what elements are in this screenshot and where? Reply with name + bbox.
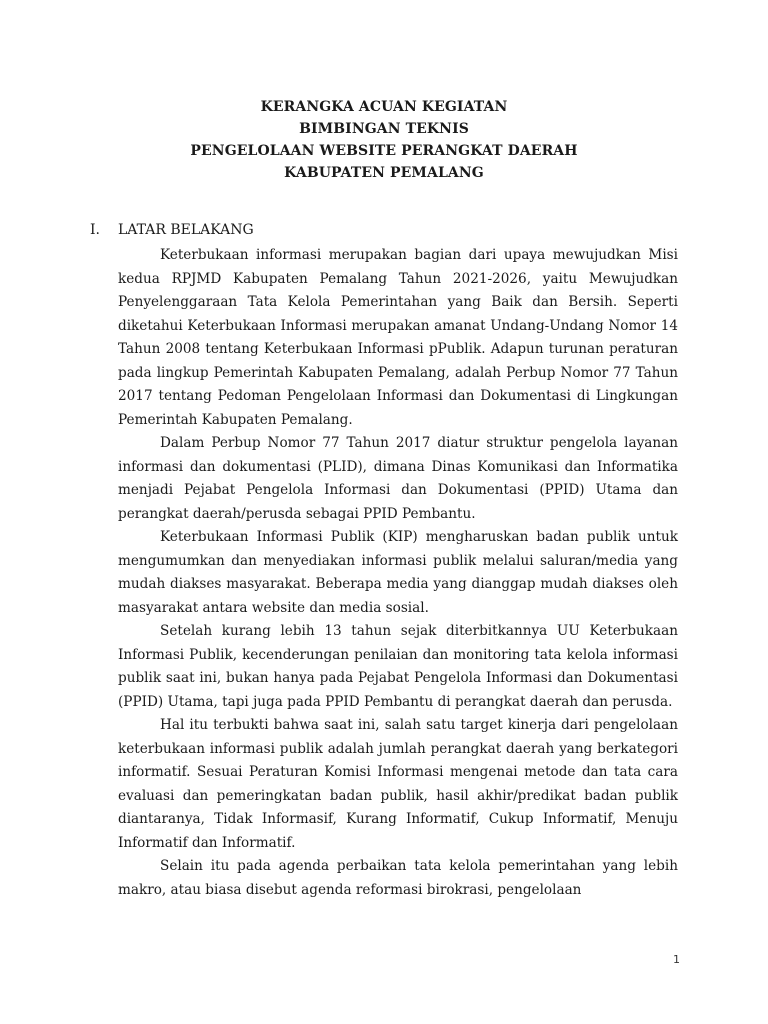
title-line: KERANGKA ACUAN KEGIATAN (260, 99, 508, 115)
section-number: I. (90, 222, 100, 238)
section-heading-block (90, 219, 690, 241)
title-line: BIMBINGAN TEKNIS (299, 121, 469, 137)
section-heading (90, 219, 690, 241)
title-line: KABUPATEN PEMALANG (284, 165, 484, 181)
paragraph: Keterbukaan Informasi Publik (KIP) mengharuskan badan publik untuk mengumumkan dan menyediakan informasi publik melalui saluran/media yang mudah diakses masyarakat. Beberapa media yang dianggap mudah diakses oleh masyarakat antara website dan media sosial. (118, 529, 678, 616)
paragraph: Hal itu terbukti bahwa saat ini, salah satu target kinerja dari pengelolaan keterbukaan informasi publik adalah jumlah perangkat daerah yang berkategori informatif. Sesuai Peraturan Komisi Informasi mengenai metode dan tata cara evaluasi dan pemeringkatan badan publik, hasil akhir/predikat badan publik diantaranya, Tidak Informasif, Kurang Informatif, Cukup Informatif, Menuju Informatif dan Informatif. (118, 717, 678, 851)
document-title (0, 96, 768, 184)
title-line: PENGELOLAAN WEBSITE PERANGKAT DAERAH (190, 143, 578, 159)
body-text (118, 244, 678, 902)
paragraph: Keterbukaan informasi merupakan bagian dari upaya mewujudkan Misi kedua RPJMD Kabupaten Pemalang Tahun 2021-2026, yaitu Mewujudkan Penyelenggaraan Tata Kelola Pemerintahan yang Baik dan Bersih. Seperti diketahui Keterbukaan Informasi merupakan amanat Undang-Undang Nomor 14 Tahun 2008 tentang Keterbukaan Informasi pPublik. Adapun turunan peraturan pada lingkup Pemerintah Kabupaten Pemalang, adalah Perbup Nomor 77 Tahun 2017 tentang Pedoman Pengelolaan Informasi dan Dokumentasi di Lingkungan Pemerintah Kabupaten Pemalang. (118, 247, 678, 428)
section-title: LATAR BELAKANG (118, 222, 254, 238)
paragraph: Setelah kurang lebih 13 tahun sejak diterbitkannya UU Keterbukaan Informasi Publik, kecenderungan penilaian dan monitoring tata kelola informasi publik saat ini, bukan hanya pada Pejabat Pengelola Informasi dan Dokumentasi (PPID) Utama, tapi juga pada PPID Pembantu di perangkat daerah dan perusda. (118, 623, 678, 710)
page-number: 1 (673, 953, 680, 966)
paragraph: Selain itu pada agenda perbaikan tata kelola pemerintahan yang lebih makro, atau biasa disebut agenda reformasi birokrasi, pengelolaan (118, 858, 678, 898)
paragraph: Dalam Perbup Nomor 77 Tahun 2017 diatur struktur pengelola layanan informasi dan dokumentasi (PLID), dimana Dinas Komunikasi dan Informatika menjadi Pejabat Pengelola Informasi dan Dokumentasi (PPID) Utama dan perangkat daerah/perusda sebagai PPID Pembantu. (118, 435, 678, 522)
